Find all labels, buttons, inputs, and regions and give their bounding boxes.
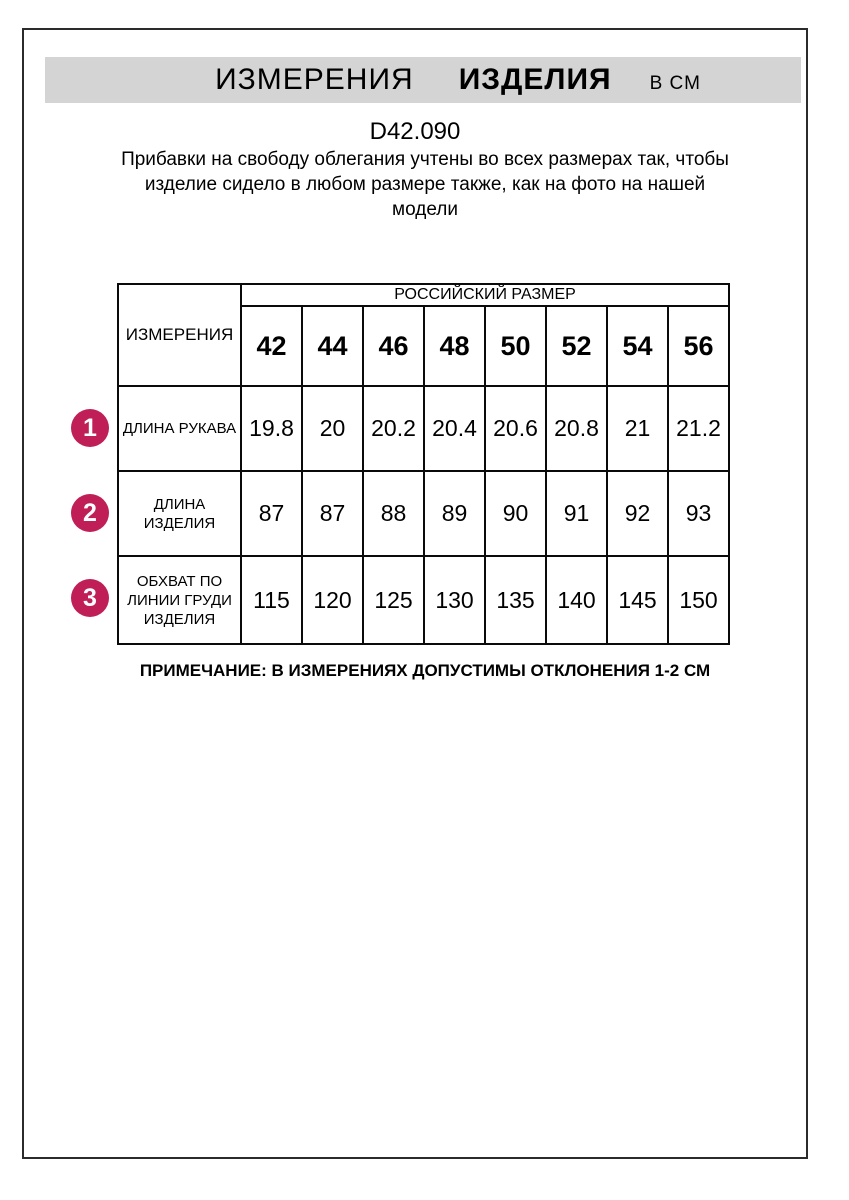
table-group-header-row bbox=[118, 284, 729, 306]
measurement-value: 88 bbox=[363, 471, 424, 556]
size-column-header: 48 bbox=[424, 306, 485, 386]
measurements-column-header: ИЗМЕРЕНИЯ bbox=[118, 284, 241, 386]
measurement-value: 21.2 bbox=[668, 386, 729, 471]
measurement-value: 20.8 bbox=[546, 386, 607, 471]
measurement-value: 20.2 bbox=[363, 386, 424, 471]
title-measurements: ИЗМЕРЕНИЯ bbox=[215, 63, 414, 96]
measurement-value: 91 bbox=[546, 471, 607, 556]
size-column-header: 52 bbox=[546, 306, 607, 386]
row-number-badge-3: 3 bbox=[71, 579, 109, 617]
measurement-value: 93 bbox=[668, 471, 729, 556]
measurement-value: 150 bbox=[668, 556, 729, 644]
measurement-value: 92 bbox=[607, 471, 668, 556]
size-column-header: 54 bbox=[607, 306, 668, 386]
row-label: ОБХВАТ ПО ЛИНИИ ГРУДИ ИЗДЕЛИЯ bbox=[118, 556, 241, 644]
measurement-value: 130 bbox=[424, 556, 485, 644]
size-column-header: 56 bbox=[668, 306, 729, 386]
model-code: D42.090 bbox=[369, 118, 461, 145]
size-column-header: 50 bbox=[485, 306, 546, 386]
measurement-value: 115 bbox=[241, 556, 302, 644]
measurement-value: 90 bbox=[485, 471, 546, 556]
tolerance-note: ПРИМЕЧАНИЕ: В ИЗМЕРЕНИЯХ ДОПУСТИМЫ ОТКЛОНЕНИЯ 1-2 СМ bbox=[139, 661, 711, 680]
title-bar bbox=[45, 57, 801, 103]
size-column-header: 44 bbox=[302, 306, 363, 386]
size-column-header: 46 bbox=[363, 306, 424, 386]
measurement-value: 125 bbox=[363, 556, 424, 644]
measurement-value: 145 bbox=[607, 556, 668, 644]
measurement-value: 87 bbox=[302, 471, 363, 556]
table-row-chest-girth bbox=[118, 556, 729, 644]
size-table bbox=[117, 283, 730, 645]
measurement-value: 19.8 bbox=[241, 386, 302, 471]
russian-size-header: РОССИЙСКИЙ РАЗМЕР bbox=[241, 284, 729, 306]
fit-description: Прибавки на свободу облегания учтены во всех размерах так, чтобы изделие сидело в любом размере также, как на фото на нашей модели bbox=[121, 149, 729, 220]
measurement-value: 87 bbox=[241, 471, 302, 556]
row-number-badge-2: 2 bbox=[71, 494, 109, 532]
measurement-value: 21 bbox=[607, 386, 668, 471]
measurement-value: 135 bbox=[485, 556, 546, 644]
measurement-value: 140 bbox=[546, 556, 607, 644]
table-row-item-length bbox=[118, 471, 729, 556]
measurement-value: 89 bbox=[424, 471, 485, 556]
title-unit: В СМ bbox=[649, 73, 701, 94]
row-number-badge-1: 1 bbox=[71, 409, 109, 447]
measurement-value: 120 bbox=[302, 556, 363, 644]
size-column-header: 42 bbox=[241, 306, 302, 386]
measurement-value: 20.4 bbox=[424, 386, 485, 471]
row-label: ДЛИНА ИЗДЕЛИЯ bbox=[118, 471, 241, 556]
title-product: ИЗДЕЛИЯ bbox=[458, 63, 612, 96]
table-row-sleeve-length bbox=[118, 386, 729, 471]
row-label: ДЛИНА РУКАВА bbox=[118, 386, 241, 471]
measurement-value: 20 bbox=[302, 386, 363, 471]
measurement-value: 20.6 bbox=[485, 386, 546, 471]
